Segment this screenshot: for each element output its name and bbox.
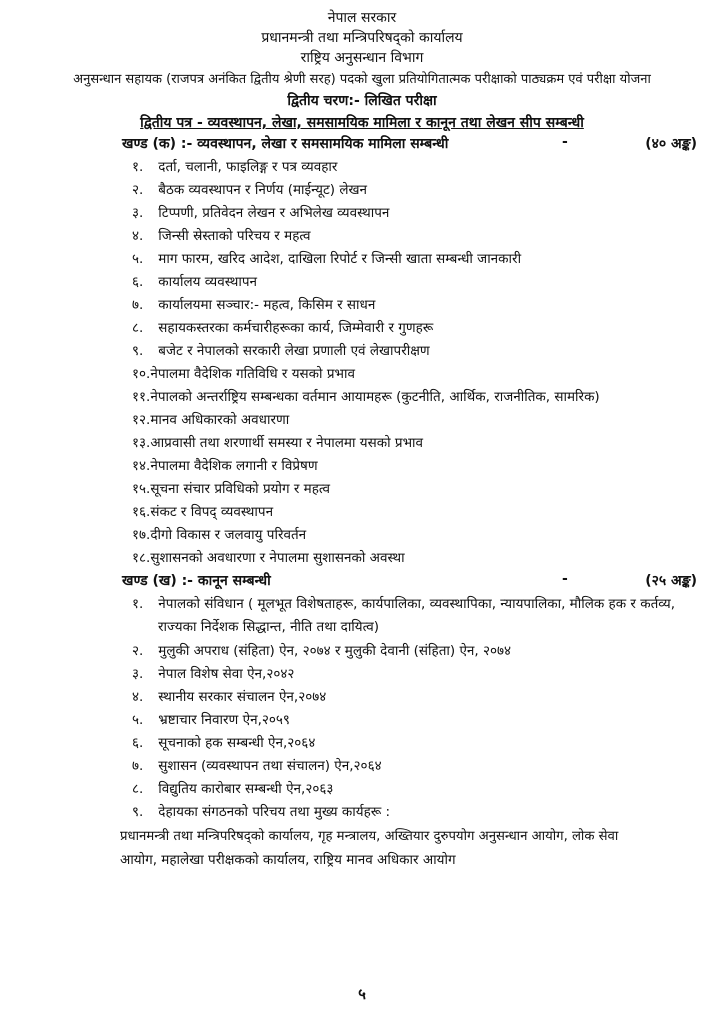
section-kha-marks: (२५ अङ्क) [645,573,697,589]
list-item: ४. जिन्सी स्रेस्ताको परिचय र महत्व [132,228,311,244]
list-item: ६. कार्यालय व्यवस्थापन [132,274,257,290]
list-item: ९. देहायका संगठनको परिचय तथा मुख्य कार्यहरू : [132,804,391,820]
section-ka-dash: - [562,134,568,150]
header-paper: द्वितीय पत्र - व्यवस्थापन, लेखा, समसामयिक मामिला र कानून तथा लेखन सीप सम्बन्धी [140,115,584,131]
section-kha-dash: - [562,571,568,587]
list-item: ५. भ्रष्टाचार निवारण ऐन,२०५९ [132,712,290,728]
section-kha-title: खण्ड (ख) :- कानून सम्बन्धी [122,573,271,589]
list-item-continuation: राज्यका निर्देशक सिद्धान्त, नीति तथा दायित्व) [158,619,379,635]
list-item: ६. सूचनाको हक सम्बन्धी ऐन,२०६४ [132,735,316,751]
list-item: ४. स्थानीय सरकार संचालन ऐन,२०७४ [132,689,327,705]
header-exam-title: अनुसन्धान सहायक (राजपत्र अनंकित द्वितीय श्रेणी सरह) पदको खुला प्रतियोगितात्मक परीक्षाको पाठ्यक्रम एवं परीक्षा योजना [73,72,651,87]
list-item: ८. विद्युतिय कारोबार सम्बन्धी ऐन,२०६३ [132,781,334,797]
list-item: १०.नेपालमा वैदेशिक गतिविधि र यसको प्रभाव [132,366,356,382]
list-item: १७.दीगो विकास र जलवायु परिवर्तन [132,527,307,543]
header-government: नेपाल सरकार [327,10,397,26]
list-item: १५.सूचना संचार प्रविधिको प्रयोग र महत्व [132,481,331,497]
list-item-continuation: प्रधानमन्त्री तथा मन्त्रिपरिषद्को कार्यालय, गृह मन्त्रालय, अख्तियार दुरुपयोग अनुसन्धान आयोग, लोक सेवा [120,829,619,844]
list-item: ९. बजेट र नेपालको सरकारी लेखा प्रणाली एवं लेखापरीक्षण [132,343,430,359]
header-department: राष्ट्रिय अनुसन्धान विभाग [300,50,424,66]
list-item: २. बैठक व्यवस्थापन र निर्णय (माईन्यूट) लेखन [132,182,368,198]
list-item: ७. सुशासन (व्यवस्थापन तथा संचालन) ऐन,२०६४ [132,758,382,774]
list-item: १३.आप्रवासी तथा शरणार्थी समस्या र नेपालमा यसको प्रभाव [132,435,424,451]
list-item: ८. सहायकस्तरका कर्मचारीहरूका कार्य, जिम्मेवारी र गुणहरू [132,320,434,336]
list-item: ५. माग फारम, खरिद आदेश, दाखिला रिपोर्ट र जिन्सी खाता सम्बन्धी जानकारी [132,251,522,267]
list-item: १. नेपालको संविधान ( मूलभूत विशेषताहरू, कार्यपालिका, व्यवस्थापिका, न्यायपालिका, मौलिक हक र कर्तव्य, [132,596,675,612]
list-item: ११.नेपालको अन्तर्राष्ट्रिय सम्बन्धका वर्तमान आयामहरू (कुटनीति, आर्थिक, राजनीतिक, सामरिक) [132,389,600,405]
list-item: १२.मानव अधिकारको अवधारणा [132,412,290,428]
list-item: १६.संकट र विपद् व्यवस्थापन [132,504,274,520]
list-item: ७. कार्यालयमा सञ्चार:- महत्व, किसिम र साधन [132,297,376,313]
list-item: १८.सुशासनको अवधारणा र नेपालमा सुशासनको अवस्था [132,550,405,566]
list-item: १. दर्ता, चलानी, फाइलिङ्ग र पत्र व्यवहार [132,159,338,175]
list-item: ३. टिप्पणी, प्रतिवेदन लेखन र अभिलेख व्यवस्थापन [132,205,390,221]
page-number: ५ [358,985,366,1003]
header-stage: द्वितीय चरण:- लिखित परीक्षा [287,93,437,109]
section-ka-marks: (४० अङ्क) [645,136,697,152]
list-item: १४.नेपालमा वैदेशिक लगानी र विप्रेषण [132,458,318,474]
section-ka-title: खण्ड (क) :- व्यवस्थापन, लेखा र समसामयिक मामिला सम्बन्धी [122,136,449,152]
header-office: प्रधानमन्त्री तथा मन्त्रिपरिषद्को कार्यालय [261,30,463,46]
list-item-continuation: आयोग, महालेखा परीक्षकको कार्यालय, राष्ट्रिय मानव अधिकार आयोग [120,852,456,868]
list-item: २. मुलुकी अपराध (संहिता) ऐन, २०७४ र मुलुकी देवानी (संहिता) ऐन, २०७४ [132,643,512,659]
list-item: ३. नेपाल विशेष सेवा ऐन,२०४२ [132,666,295,682]
